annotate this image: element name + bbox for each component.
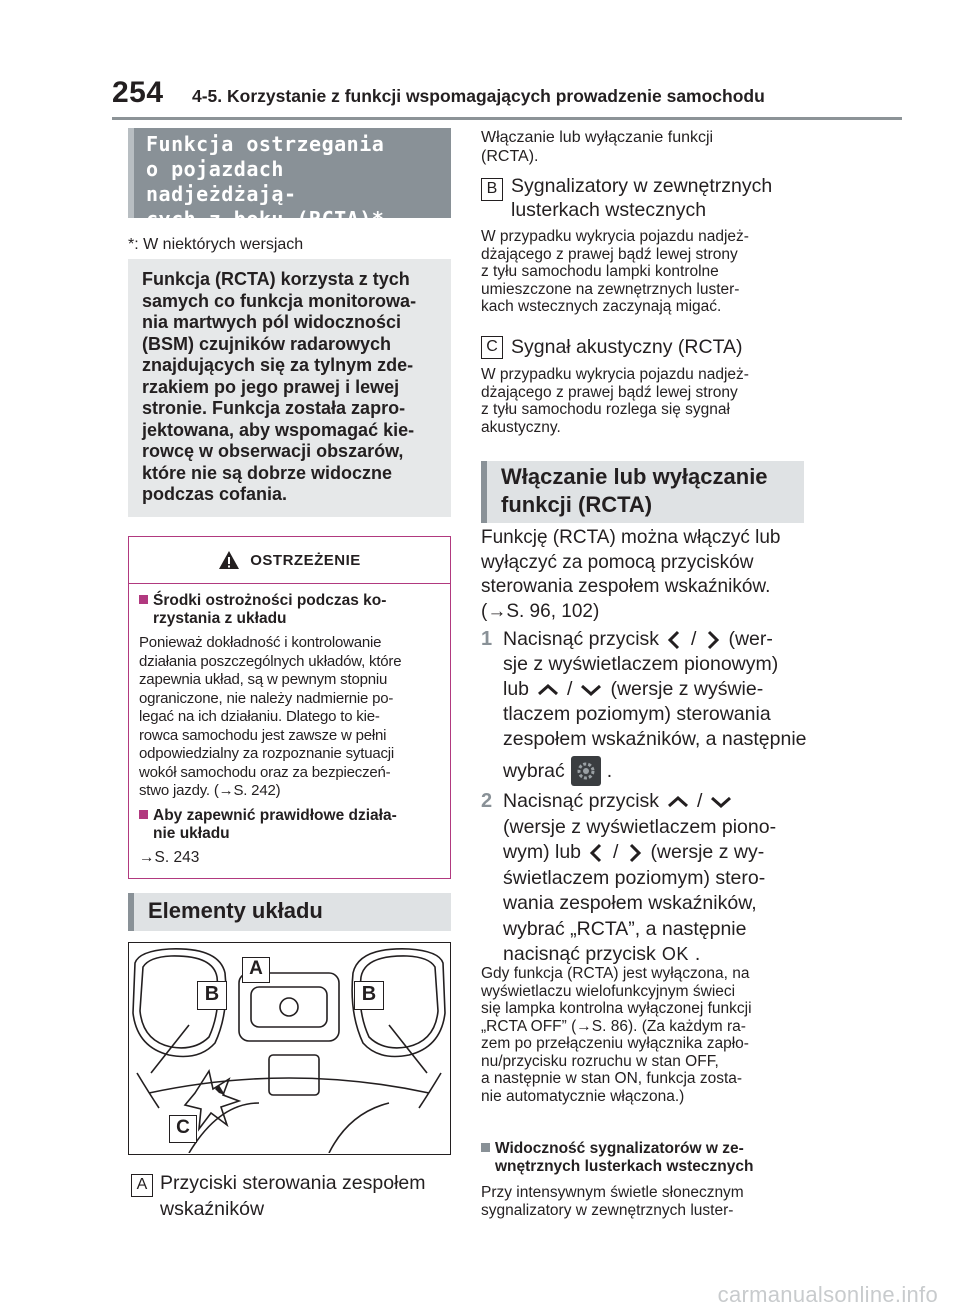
warning-heading-line: Aby zapewnić prawidłowe działa- <box>153 806 397 824</box>
warning-line: zapewnia układ, są w pewnym stopniu <box>139 671 388 688</box>
section-title-rcta <box>128 128 451 231</box>
warning-box <box>128 536 451 879</box>
step-1-text: (wersje z wyświe- <box>610 678 764 700</box>
intro-line: stronie. Funkcja została zapro- <box>142 398 406 418</box>
toggle-paragraph <box>481 526 781 624</box>
toggle-paragraph-line: sterowania zespołem wskaźników. <box>481 576 771 597</box>
step-1-text: lub <box>503 678 530 700</box>
item-b-letter: B <box>481 178 503 201</box>
step-2 <box>481 789 811 968</box>
note-line: nie automatycznie włączona.) <box>481 1087 685 1105</box>
chevron-down-icon <box>707 792 735 812</box>
toggle-paragraph-line: (→S. 96, 102) <box>481 600 600 622</box>
item-c-desc-line: akustyczny. <box>481 418 561 436</box>
sub-heading <box>481 1140 753 1176</box>
step-2-text: (wersje z wy- <box>650 841 765 863</box>
section-title-line: Włączanie lub wyłączanie <box>501 464 768 489</box>
chevron-left-icon <box>664 628 686 652</box>
step-2-slash: / <box>613 841 619 863</box>
item-b-title-line: Sygnalizatory w zewnętrznych <box>511 175 773 197</box>
intro-line: samych co funkcja monitorowa- <box>142 290 417 311</box>
sub-paragraph-line: Przy intensywnym świetle słonecznym <box>481 1184 744 1201</box>
toggle-paragraph-line: Funkcję (RCTA) można włączyć lub <box>481 527 781 548</box>
item-c-desc-line: dżającego z prawej bądź lewej strony <box>481 383 738 401</box>
intro-line: rowcę w obserwacji obszarów, <box>142 441 404 461</box>
warning-heading-line: Środki ostrożności podczas ko- <box>153 592 387 609</box>
step-1-text: wybrać <box>503 759 565 782</box>
note-line: Gdy funkcja (RCTA) jest wyłączona, na <box>481 965 750 982</box>
section-title-line: funkcji (RCTA) <box>501 492 653 517</box>
step-1-slash: / <box>691 628 697 650</box>
chevron-left-icon <box>586 841 608 865</box>
item-c-title: Sygnał akustyczny (RCTA) <box>511 336 743 358</box>
step-2-text: wym) lub <box>503 841 582 863</box>
warning-heading-line: nie układu <box>153 824 230 842</box>
section-title-line: cych z boku (RCTA)* <box>146 207 385 231</box>
warning-line: legać na ich działaniu. Dlatego to kie- <box>139 708 380 725</box>
settings-gear-icon <box>571 756 601 786</box>
toggle-paragraph-line: wyłączyć za pomocą przycisków <box>481 551 754 573</box>
step-2-slash: / <box>697 790 703 812</box>
note-line: nu/przycisku rozruchu w stan OFF, <box>481 1052 719 1070</box>
footnote: *: W niektórych wersjach <box>128 236 304 253</box>
warning-heading-1 <box>139 592 440 628</box>
item-c <box>481 334 811 436</box>
section-title-line: Funkcja ostrzegania <box>146 132 385 156</box>
step-1-number: 1 <box>481 628 493 650</box>
figure-label-b-left: B <box>197 981 227 1010</box>
step-1-text: sje z wyświetlaczem pionowym) <box>503 653 779 675</box>
chevron-up-icon <box>534 680 562 700</box>
header-rule <box>112 117 902 120</box>
item-a-letter: A <box>131 1174 153 1197</box>
warning-line: odpowiedzialny za rozpoznanie sytuacji <box>139 745 395 762</box>
warning-line: wokół samochodu oraz za bezpieczeń- <box>139 763 391 781</box>
step-1-text: (wer- <box>728 628 773 650</box>
chapter-title: 4-5. Korzystanie z funkcji wspomagających prowadzenie samochodu <box>192 86 765 106</box>
item-a <box>128 1170 451 1222</box>
step-2-text: świetlaczem poziomym) stero- <box>503 866 766 889</box>
step-2-text: (wersje z wyświetlaczem piono- <box>503 815 777 838</box>
ok-button-icon: OK <box>661 944 689 964</box>
step-2-number: 2 <box>481 790 493 812</box>
sub-heading-line: wnętrznych lusterkach wstecznych <box>495 1158 754 1175</box>
intro-line: nia martwych pól widoczności <box>142 312 402 332</box>
chevron-down-icon <box>577 680 605 700</box>
page-number: 254 <box>112 76 164 109</box>
section-title-elements <box>128 893 451 931</box>
step-1-text: . <box>606 759 613 782</box>
note-line: a następnie w stan ON, funkcja zosta- <box>481 1070 743 1087</box>
warning-line: stwo jazdy. (→S. 242) <box>139 782 281 799</box>
warning-heading-line: rzystania z układu <box>153 610 287 627</box>
item-c-letter: C <box>481 336 503 359</box>
intro-line: jektowana, aby wspomagać kie- <box>142 419 415 440</box>
watermark: carmanualsonline.info <box>717 1282 938 1307</box>
figure-label-a: A <box>242 957 270 983</box>
warning-reference: →S. 243 <box>139 848 200 866</box>
step-2-text: . <box>694 943 701 965</box>
sub-heading-line: Widoczność sygnalizatorów w ze- <box>495 1140 744 1157</box>
item-b-desc-line: W przypadku wykrycia pojazdu nadjeż- <box>481 228 749 245</box>
right-intro <box>481 128 713 166</box>
step-2-text: wybrać „RCTA”, a następnie <box>503 917 747 940</box>
item-b-desc-line: z tyłu samochodu lampki kontrolne <box>481 263 719 280</box>
warning-triangle-icon <box>218 550 240 570</box>
step-1-text: Nacisnąć przycisk <box>503 628 660 650</box>
item-a-line: wskaźników <box>160 1198 265 1220</box>
intro-line: znajdujących się za tylnym zde- <box>142 355 414 375</box>
warning-heading-2 <box>139 807 440 843</box>
note-line: „RCTA OFF” (→S. 86). (Za każdym ra- <box>481 1017 746 1035</box>
item-b-desc-line: umieszczone na zewnętrznych luster- <box>481 280 740 298</box>
intro-line: podczas cofania. <box>142 484 288 504</box>
intro-line: które nie są dobrze widoczne <box>142 462 393 483</box>
step-2-text: nacisnąć przycisk <box>503 943 656 965</box>
intro-line: Funkcja (RCTA) korzysta z tych <box>142 269 410 289</box>
step-1-text: tlaczem poziomym) sterowania <box>503 703 771 725</box>
item-b-desc-line: dżającego z prawej bądź lewej strony <box>481 245 738 263</box>
step-1 <box>481 627 811 786</box>
warning-line: działania poszczególnych układów, które <box>139 652 402 670</box>
note-paragraph <box>481 965 752 1105</box>
item-a-line: Przyciski sterowania zespołem <box>160 1172 426 1194</box>
step-2-text: Nacisnąć przycisk <box>503 790 660 812</box>
warning-body <box>129 584 450 867</box>
intro-line: rzakiem po jego prawej i lewej <box>142 376 400 397</box>
chevron-up-icon <box>664 792 692 812</box>
step-1-text: zespołem wskaźników, a następnie <box>503 728 807 750</box>
warning-paragraph-1 <box>139 634 440 801</box>
item-c-desc-line: z tyłu samochodu rozlega się sygnał <box>481 401 730 418</box>
warning-line: Ponieważ dokładność i kontrolowanie <box>139 634 382 651</box>
intro-line: (BSM) czujników radarowych <box>142 333 392 354</box>
warning-title: OSTRZEŻENIE <box>250 551 361 569</box>
right-intro-line: (RCTA). <box>481 148 539 165</box>
item-c-desc-line: W przypadku wykrycia pojazdu nadjeż- <box>481 366 749 383</box>
right-intro-line: Włączanie lub wyłączanie funkcji <box>481 129 714 146</box>
section-title-toggle <box>481 461 804 523</box>
step-1-slash: / <box>567 678 573 700</box>
step-2-text: wania zespołem wskaźników, <box>503 892 757 914</box>
warning-line: ograniczone, nie należy nadmiernie po- <box>139 689 394 707</box>
warning-header <box>129 537 450 584</box>
chevron-right-icon <box>623 841 645 865</box>
note-line: wyświetlaczu wielofunkcyjnym świeci <box>481 982 736 1000</box>
dashboard-illustration <box>128 942 451 1155</box>
note-line: się lampka kontrolna wyłączonej funkcji <box>481 1000 752 1017</box>
intro-box <box>128 259 451 517</box>
chevron-right-icon <box>701 628 723 652</box>
figure-label-c: C <box>169 1115 197 1143</box>
item-b-desc-line: kach wstecznych zaczynają migać. <box>481 298 722 315</box>
figure-label-b-right: B <box>354 981 384 1010</box>
sub-paragraph-line: sygnalizatory w zewnętrznych luster- <box>481 1201 734 1219</box>
note-line: zem po przełączeniu wyłącznika zapło- <box>481 1035 749 1052</box>
warning-line: rowca samochodu jest zawsze w pełni <box>139 726 387 744</box>
item-b <box>481 174 811 316</box>
item-b-title-line: lusterkach wstecznych <box>511 199 707 221</box>
sub-paragraph <box>481 1184 744 1219</box>
section-title-text: Elementy układu <box>148 898 323 923</box>
section-title-line: o pojazdach nadjeżdżają- <box>146 157 297 206</box>
